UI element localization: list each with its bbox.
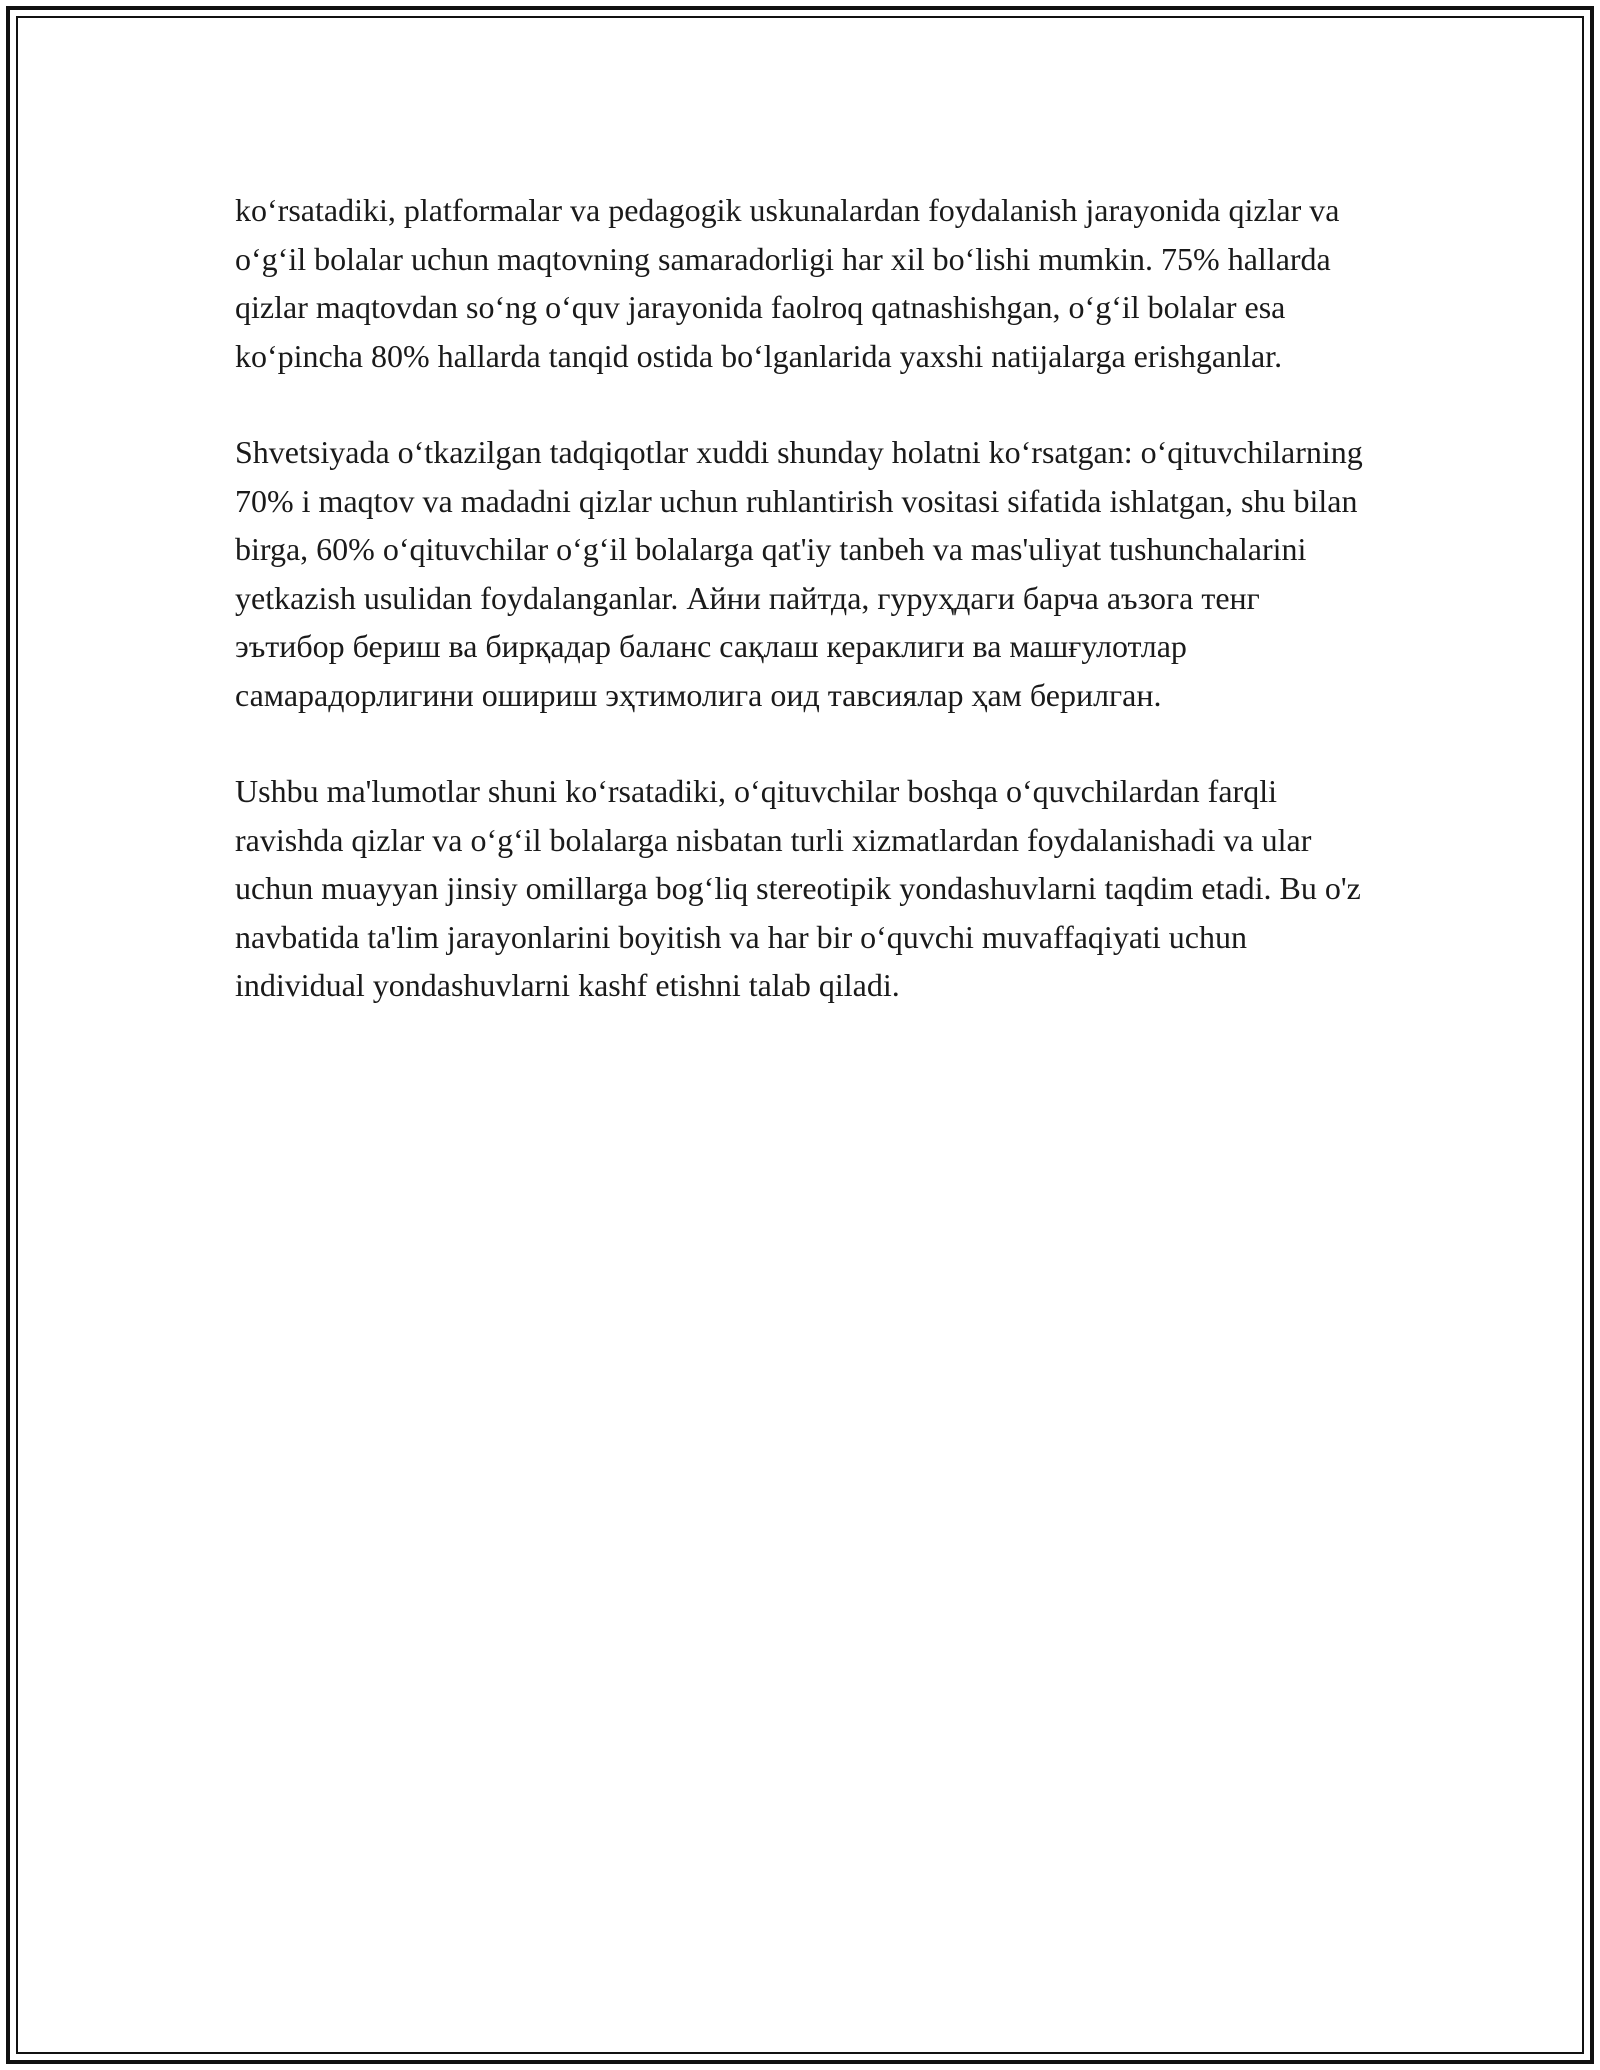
paragraph-3: Ushbu ma'lumotlar shuni ko‘rsatadiki, o‘qituvchilar boshqa o‘quvchilardan farqli ravishda qizlar va o‘g‘il bolalarga nisbatan turli xizmatlardan foydalanishadi va ular uchun muayyan jinsiy omillarga bog‘liq stereotipik yondashuvlarni taqdim etadi. Bu o'z navbatida ta'lim jarayonlarini boyitish va har bir o‘quvchi muvaffaqiyati uchun individual yondashuvlarni kashf etishni talab qiladi.: [235, 773, 1361, 1003]
document-body: [235, 186, 1375, 1058]
paragraph-1: ko‘rsatadiki, platformalar va pedagogik uskunalardan foydalanish jarayonida qizlar va o‘g‘il bolalar uchun maqtovning samaradorligi har xil bo‘lishi mumkin. 75% hallarda qizlar maqtovdan so‘ng o‘quv jarayonida faolroq qatnashishgan, o‘g‘il bolalar esa ko‘pincha 80% hallarda tanqid ostida bo‘lganlarida yaxshi natijalarga erishganlar.: [235, 192, 1340, 374]
paragraph-2: Shvetsiyada o‘tkazilgan tadqiqotlar xuddi shunday holatni ko‘rsatgan: o‘qituvchilarning 70% i maqtov va madadni qizlar uchun ruhlantirish vositasi sifatida ishlatgan, shu bilan birga, 60% o‘qituvchilar o‘g‘il bolalarga qat'iy tanbeh va mas'uliyat tushunchalarini yetkazish usulidan foydalanganlar. Айни пайтда, гуруҳдаги барча аъзога тенг эътибор бериш ва бирқадар баланс сақлаш кераклиги ва машғулотлар самарадорлигини ошириш эҳтимолига оид тавсиялар ҳам берилган.: [235, 434, 1363, 713]
